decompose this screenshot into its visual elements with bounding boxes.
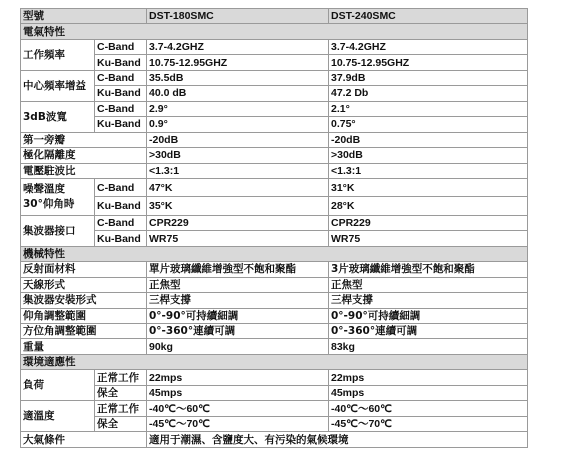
value-model-a: -40℃～60℃ — [147, 401, 329, 416]
band-label: Ku-Band — [95, 55, 147, 70]
value-model-a: 22mps — [147, 370, 329, 385]
value-model-b: 0°-90°可持續細調 — [329, 308, 528, 323]
row-label-gain: 中心頻率增益 — [21, 70, 95, 101]
table-row — [21, 262, 528, 277]
value-model-a: 35.5dB — [147, 70, 329, 85]
row-label-beamwidth: 3dB波寬 — [21, 101, 95, 132]
band-label: C-Band — [95, 70, 147, 85]
table-row — [21, 70, 528, 85]
value-model-a: 10.75-12.95GHZ — [147, 55, 329, 70]
table-row — [21, 370, 528, 385]
condition-label: 保全 — [95, 416, 147, 431]
row-label-azimuth: 方位角調整範圍 — [21, 324, 147, 339]
section-row — [21, 354, 528, 369]
table-row — [21, 324, 528, 339]
value-model-a: -20dB — [147, 132, 329, 147]
band-label: Ku-Band — [95, 231, 147, 246]
spec-table — [20, 8, 528, 448]
table-row — [21, 148, 528, 163]
value-model-a: 0°-360°連續可調 — [147, 324, 329, 339]
table-row — [21, 39, 528, 54]
value-model-b: -45℃～70℃ — [329, 416, 528, 431]
table-row — [21, 416, 528, 431]
table-row — [21, 432, 528, 448]
table-row — [21, 401, 528, 416]
table-row — [21, 197, 528, 215]
band-label: Ku-Band — [95, 117, 147, 132]
row-label-sidelobe: 第一旁瓣 — [21, 132, 147, 147]
value-model-a: 正焦型 — [147, 277, 329, 292]
value-model-b: 37.9dB — [329, 70, 528, 85]
value-model-b: 31°K — [329, 178, 528, 196]
value-model-b: 3.7-4.2GHZ — [329, 39, 528, 54]
table-row — [21, 163, 528, 178]
section-mechanical: 機械特性 — [21, 246, 528, 261]
value-model-b: 47.2 Db — [329, 86, 528, 101]
row-label-reflector: 反射面材料 — [21, 262, 147, 277]
header-model-a: DST-180SMC — [147, 9, 329, 24]
noise-label-line2: 30°仰角時 — [23, 197, 75, 210]
value-model-a: 0.9° — [147, 117, 329, 132]
value-model-a: 45mps — [147, 385, 329, 400]
row-label-work-freq: 工作頻率 — [21, 39, 95, 70]
table-row — [21, 385, 528, 400]
condition-label: 正常工作 — [95, 401, 147, 416]
table-row — [21, 231, 528, 246]
value-model-a: WR75 — [147, 231, 329, 246]
value-model-b: CPR229 — [329, 215, 528, 230]
row-label-atmosphere: 大氣條件 — [21, 432, 147, 448]
row-label-feed: 集波器接口 — [21, 215, 95, 246]
row-label-vswr: 電壓駐波比 — [21, 163, 147, 178]
row-label-antenna: 天線形式 — [21, 277, 147, 292]
value-model-a: 2.9° — [147, 101, 329, 116]
row-label-load: 負荷 — [21, 370, 95, 401]
band-label: C-Band — [95, 178, 147, 196]
value-model-a: 0°-90°可持續細調 — [147, 308, 329, 323]
value-model-a: >30dB — [147, 148, 329, 163]
table-row — [21, 178, 528, 196]
condition-label: 正常工作 — [95, 370, 147, 385]
value-model-b: 三桿支撐 — [329, 293, 528, 308]
value-model-b: 2.1° — [329, 101, 528, 116]
row-label-feed-mount: 集波器安裝形式 — [21, 293, 147, 308]
section-row — [21, 24, 528, 39]
table-row — [21, 55, 528, 70]
table-row — [21, 132, 528, 147]
value-model-a: 47°K — [147, 178, 329, 196]
value-model-b: 10.75-12.95GHZ — [329, 55, 528, 70]
noise-label-line1: 噪聲溫度 — [23, 182, 65, 195]
header-row — [21, 9, 528, 24]
header-label: 型號 — [21, 9, 147, 24]
table-row — [21, 293, 528, 308]
section-row — [21, 246, 528, 261]
row-label-noise — [21, 178, 95, 215]
value-model-a: 35°K — [147, 197, 329, 215]
value-model-b: 0°-360°連續可調 — [329, 324, 528, 339]
value-model-b: WR75 — [329, 231, 528, 246]
value-model-b: 28°K — [329, 197, 528, 215]
table-row — [21, 277, 528, 292]
value-model-a: 40.0 dB — [147, 86, 329, 101]
row-label-elevation: 仰角調整範圍 — [21, 308, 147, 323]
table-row — [21, 215, 528, 230]
value-model-b: -40℃～60℃ — [329, 401, 528, 416]
value-model-b: 83kg — [329, 339, 528, 354]
value-model-b: -20dB — [329, 132, 528, 147]
band-label: Ku-Band — [95, 197, 147, 215]
band-label: Ku-Band — [95, 86, 147, 101]
band-label: C-Band — [95, 39, 147, 54]
row-label-isolation: 極化隔離度 — [21, 148, 147, 163]
row-label-weight: 重量 — [21, 339, 147, 354]
table-row — [21, 101, 528, 116]
condition-label: 保全 — [95, 385, 147, 400]
value-model-b: 45mps — [329, 385, 528, 400]
section-electrical: 電氣特性 — [21, 24, 528, 39]
table-row — [21, 308, 528, 323]
value-model-a: -45℃～70℃ — [147, 416, 329, 431]
value-model-a: 單片玻璃纖維增強型不飽和聚酯 — [147, 262, 329, 277]
header-model-b: DST-240SMC — [329, 9, 528, 24]
value-model-a: CPR229 — [147, 215, 329, 230]
value-model-b: 正焦型 — [329, 277, 528, 292]
value-model-a: 90kg — [147, 339, 329, 354]
value-model-b: 0.75° — [329, 117, 528, 132]
section-environment: 環境適應性 — [21, 354, 528, 369]
value-atmosphere: 適用于潮濕、含鹽度大、有污染的氣候環境 — [147, 432, 528, 448]
row-label-temperature: 適溫度 — [21, 401, 95, 432]
value-model-a: 3.7-4.2GHZ — [147, 39, 329, 54]
table-row — [21, 86, 528, 101]
value-model-a: 三桿支撐 — [147, 293, 329, 308]
value-model-b: <1.3:1 — [329, 163, 528, 178]
table-row — [21, 339, 528, 354]
band-label: C-Band — [95, 101, 147, 116]
band-label: C-Band — [95, 215, 147, 230]
value-model-a: <1.3:1 — [147, 163, 329, 178]
value-model-b: 22mps — [329, 370, 528, 385]
value-model-b: 3片玻璃纖維增強型不飽和聚酯 — [329, 262, 528, 277]
value-model-b: >30dB — [329, 148, 528, 163]
table-row — [21, 117, 528, 132]
